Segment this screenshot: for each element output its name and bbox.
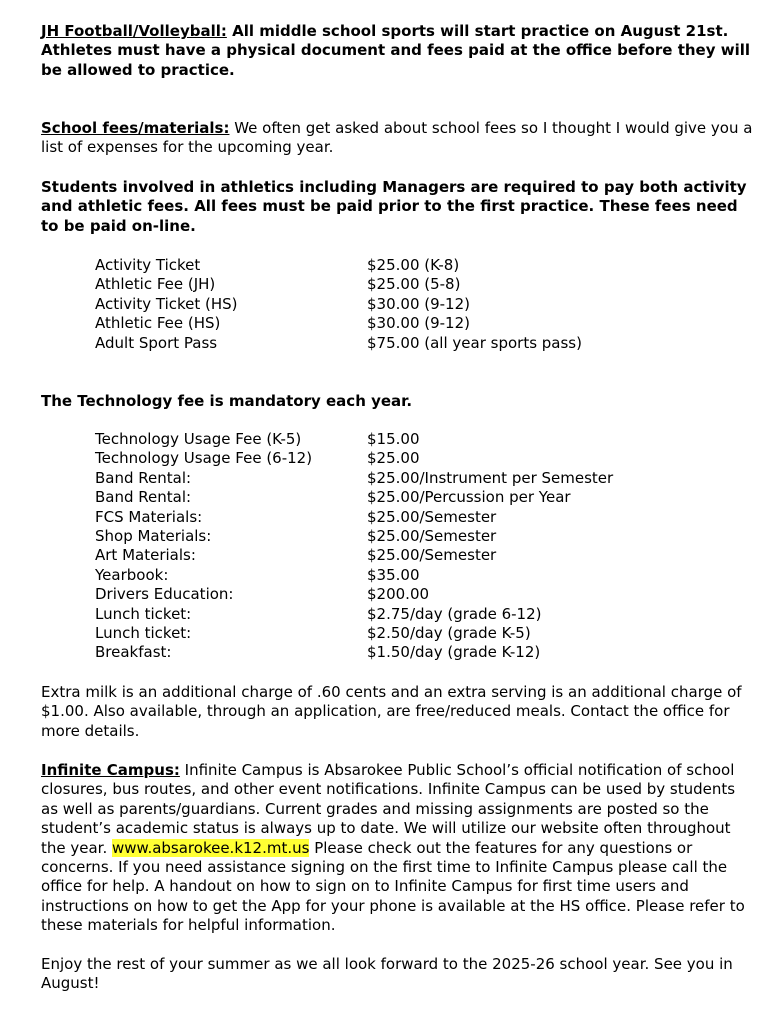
fee-amount: $2.75/day (grade 6-12): [367, 604, 542, 623]
fee-amount: $75.00 (all year sports pass): [367, 333, 582, 352]
fee-item: Athletic Fee (HS): [95, 314, 221, 333]
fee-item: Activity Ticket (HS): [95, 294, 238, 313]
closing-paragraph: Enjoy the rest of your summer as we all look forward to the 2025-26 school year. See you in August!: [41, 955, 733, 993]
school-website-link[interactable]: www.absarokee.k12.mt.us: [112, 838, 310, 857]
fee-item: Lunch ticket:: [95, 604, 192, 623]
fee-amount: $25.00: [367, 449, 420, 468]
milk-note: Extra milk is an additional charge of .60 cents and an extra serving is an additional charge of $1.00. Also available, through an application, are free/reduced meals. Contact the office for more details.: [41, 683, 742, 740]
fee-amount: $25.00/Instrument per Semester: [367, 468, 614, 487]
fees-intro-text: We often get asked about school fees so I thought I would give you a list of expenses for the upcoming year.: [41, 119, 753, 157]
athletics-note: Students involved in athletics including Managers are required to pay both activity and athletic fees. All fees must be paid prior to the first practice. These fees need to be paid on-line.: [41, 178, 747, 235]
fee-item: Band Rental:: [95, 488, 192, 507]
fee-amount: $30.00 (9-12): [367, 314, 471, 333]
sports-text: All middle school sports will start practice on August 21st. Athletes must have a physical document and fees paid at the office before they will be allowed to practice.: [41, 22, 751, 79]
fee-item: Breakfast:: [95, 643, 172, 662]
fee-amount: $25.00/Semester: [367, 507, 497, 526]
fee-item: Activity Ticket: [95, 256, 201, 274]
fee-amount: $25.00 (K-8): [367, 256, 460, 274]
campus-text-before: Infinite Campus is Absarokee Public School’s official notification of school closures, bus routes, and other event notifications. Infinite Campus can be used by students as well as parents/guardians. Current grades and missing assignments are posted so the student’s academic status is always up to date. We will utilize our website often throughout the year.: [41, 761, 736, 857]
fee-item: Yearbook:: [95, 565, 169, 584]
fee-item: Adult Sport Pass: [95, 333, 218, 352]
fees-intro-paragraph: [41, 119, 753, 158]
fee-amount: $35.00: [367, 565, 420, 584]
campus-paragraph: [41, 761, 753, 936]
sports-heading: JH Football/Volleyball:: [41, 22, 227, 40]
fee-item: Shop Materials:: [95, 526, 212, 545]
fee-item: Lunch ticket:: [95, 623, 192, 642]
campus-text-after: Please check out the features for any questions or concerns. If you need assistance signing on the first time to Infinite Campus please call the office for help. A handout on how to sign on to Infinite Campus for first time users and instructions on how to get the App for your phone is available at the HS office. Please refer to these materials for helpful information.: [41, 838, 745, 935]
campus-heading: Infinite Campus:: [41, 761, 180, 779]
sports-paragraph: [41, 22, 753, 80]
fee-item: Art Materials:: [95, 546, 196, 565]
fee-amount: $2.50/day (grade K-5): [367, 623, 531, 642]
fee-amount: $30.00 (9-12): [367, 294, 471, 313]
tech-note: The Technology fee is mandatory each year.: [41, 392, 413, 410]
fee-item: Athletic Fee (JH): [95, 275, 216, 294]
fee-amount: $15.00: [367, 430, 420, 448]
fee-item: FCS Materials:: [95, 507, 203, 526]
fee-amount: $1.50/day (grade K-12): [367, 643, 541, 662]
fee-amount: $25.00/Percussion per Year: [367, 488, 571, 507]
fee-item: Drivers Education:: [95, 585, 234, 604]
fee-amount: $200.00: [367, 585, 430, 604]
fee-item: Technology Usage Fee (K-5): [95, 430, 302, 448]
fee-item: Technology Usage Fee (6-12): [95, 449, 313, 468]
fee-amount: $25.00/Semester: [367, 546, 497, 565]
fees-intro-heading: School fees/materials:: [41, 119, 230, 137]
fee-amount: $25.00/Semester: [367, 526, 497, 545]
fee-item: Band Rental:: [95, 468, 192, 487]
fee-amount: $25.00 (5-8): [367, 275, 461, 294]
